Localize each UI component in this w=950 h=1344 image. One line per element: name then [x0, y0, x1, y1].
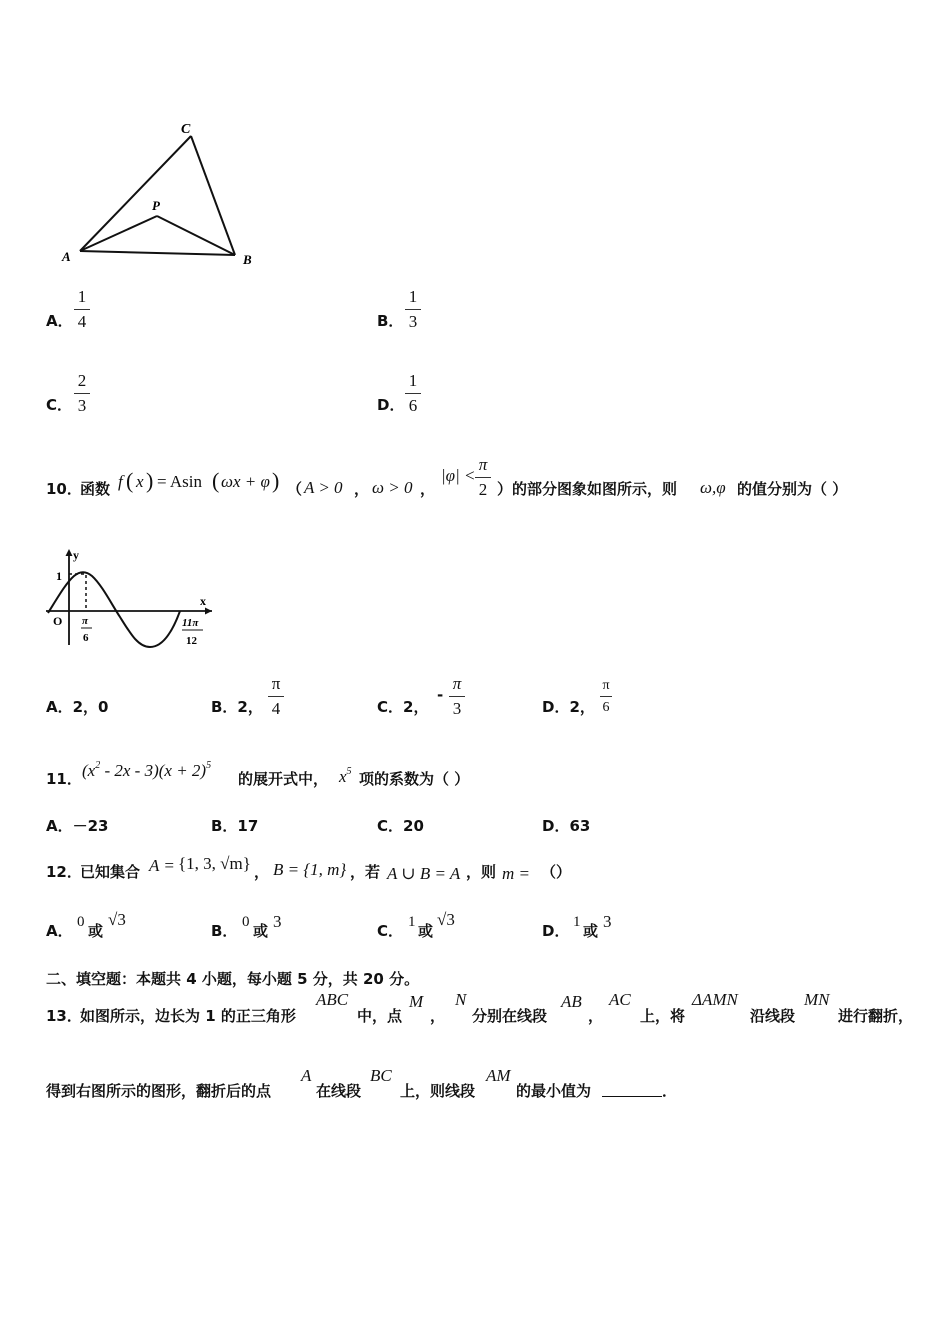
q12-option-a-label[interactable]: A．	[46, 922, 73, 940]
q9-option-d-fraction	[405, 371, 421, 416]
q9-option-a-label[interactable]: A．	[46, 312, 73, 330]
q12-mvar: m =	[502, 864, 530, 883]
q11-expr-a-sup: 2	[95, 760, 101, 771]
fraction-denominator: 4	[77, 312, 87, 331]
tick-pi6-num: π	[82, 615, 89, 627]
q10-paren-close: )	[146, 468, 154, 493]
q10-cond3-lhs: |φ| <	[441, 466, 476, 485]
q13-segment-ac: AC	[609, 990, 631, 1009]
q12-option-b-value-2: 3	[273, 912, 282, 931]
q13-text-11: 上，则线段	[400, 1082, 476, 1100]
fraction-denominator: 3	[408, 312, 418, 331]
q10-arg-close: )	[272, 468, 280, 493]
sine-graph	[40, 545, 220, 655]
q13-text-9: 得到右图所示的图形，翻折后的点	[46, 1082, 272, 1100]
q10-paren-open: (	[126, 468, 134, 493]
q12-setB: B = {1, m}	[273, 860, 347, 879]
tick-11pi12-num: 11π	[182, 617, 199, 629]
q11-option-a[interactable]: A．－23	[46, 817, 109, 835]
fraction-bar	[74, 393, 90, 394]
q12-number: 12．	[46, 863, 82, 881]
q11-text1: 的展开式中，	[238, 770, 329, 788]
q13-triangle-abc: ABC	[316, 990, 349, 1009]
q13-answer-blank[interactable]	[602, 1084, 662, 1097]
origin-label: O	[53, 614, 63, 628]
vertex-label-a: A	[62, 249, 71, 264]
fraction-numerator: 1	[408, 371, 418, 390]
q12-option-c-value-2: √3	[437, 910, 455, 929]
fraction-denominator: 3	[77, 396, 87, 415]
fraction-denominator: 4	[271, 699, 281, 718]
q12-setA-body: {1, 3, √m}	[178, 854, 251, 873]
q11-number: 11．	[46, 770, 82, 788]
q10-open-paren: （	[287, 480, 303, 498]
q10-comma-1: ，	[354, 480, 370, 498]
tick-11pi12-den: 12	[186, 635, 197, 647]
q10-func-f: f	[118, 472, 123, 491]
q10-cond1: A > 0	[304, 478, 343, 497]
q12-text2: ，若	[350, 863, 381, 881]
q10-func-x: x	[136, 472, 144, 491]
q12-option-c-value-1: 1	[408, 914, 416, 930]
q10-option-a[interactable]: A．2，0	[46, 698, 109, 716]
q13-text-7: 沿线段	[750, 1007, 796, 1025]
fraction-bar	[405, 393, 421, 394]
q13-triangle-amn: ΔAMN	[692, 990, 738, 1009]
q13-text-6: 上，将	[640, 1007, 686, 1025]
q10-func-rhs: = Asin	[157, 472, 203, 491]
q13-text-8: 进行翻折，	[838, 1007, 914, 1025]
q11-term-base: x	[339, 767, 347, 786]
q10-arg-open: (	[212, 468, 220, 493]
q10-option-d-fraction	[600, 677, 612, 716]
triangle-figure	[55, 118, 265, 273]
q11-option-c[interactable]: C．20	[377, 817, 424, 835]
q13-text-4: 分别在线段	[472, 1007, 548, 1025]
fraction-numerator: π	[452, 674, 462, 693]
fraction-denominator: 6	[408, 396, 418, 415]
q12-text1: 已知集合	[80, 863, 141, 881]
vertex-label-b: B	[243, 252, 252, 267]
q13-segment-ab: AB	[561, 992, 582, 1011]
q10-number: 10．	[46, 480, 82, 498]
q12-option-c-label[interactable]: C．	[377, 922, 404, 940]
q12-option-d-or: 或	[583, 922, 599, 940]
q13-segment-bc: BC	[370, 1066, 392, 1085]
q11-text2: 项的系数为（ ）	[359, 770, 470, 788]
q11-option-b[interactable]: B．17	[211, 817, 259, 835]
q11-expr-a: (x	[82, 761, 96, 780]
q10-prefix: 函数	[80, 480, 111, 498]
q10-mid-text: ）的部分图象如图所示，则	[497, 480, 678, 498]
fraction-numerator: 1	[77, 287, 87, 306]
tick-pi6-den: 6	[83, 632, 89, 644]
q13-text-1: 如图所示，边长为 1 的正三角形	[80, 1007, 296, 1025]
q13-text-3: ，	[430, 1007, 446, 1025]
q9-option-a-fraction	[74, 287, 90, 332]
q13-point-a: A	[301, 1066, 312, 1085]
q12-option-a-value-1: 0	[77, 914, 85, 930]
one-tick-label: 1	[56, 569, 62, 583]
q11-term	[339, 766, 352, 787]
q13-text-13: ．	[662, 1082, 678, 1100]
q10-option-d-label[interactable]: D．2，	[542, 698, 595, 716]
q9-option-b-fraction	[405, 287, 421, 332]
q12-option-a-or: 或	[88, 922, 104, 940]
q10-option-c-label[interactable]: C．2，	[377, 698, 429, 716]
q9-option-b-label[interactable]: B．	[377, 312, 404, 330]
q12-comma: ，	[254, 863, 270, 881]
fraction-numerator: π	[602, 678, 610, 693]
fraction-denominator: 2	[478, 480, 488, 499]
q12-text3: ，则	[466, 863, 497, 881]
fraction-bar	[600, 696, 612, 697]
vertex-label-p: P	[152, 198, 160, 213]
q10-func-arg: ωx + φ	[221, 472, 270, 491]
fraction-bar	[405, 309, 421, 310]
fraction-bar	[475, 477, 491, 478]
q10-comma-2: ，	[420, 480, 436, 498]
q12-option-d-label[interactable]: D．	[542, 922, 570, 940]
q9-option-d-label[interactable]: D．	[377, 396, 405, 414]
fraction-numerator: 1	[408, 287, 418, 306]
q13-segment-am: AM	[486, 1066, 511, 1085]
q11-expr-b-sup: 5	[206, 760, 212, 771]
fraction-numerator: π	[478, 455, 488, 474]
q12-text4: （）	[541, 863, 572, 881]
q12-option-d-value-2: 3	[603, 912, 612, 931]
q13-text-2: 中，点	[357, 1007, 403, 1025]
q12-option-a-value-2: √3	[108, 910, 126, 929]
q12-option-d-value-1: 1	[573, 914, 581, 930]
q10-cond2: ω > 0	[372, 478, 413, 497]
q10-option-c-sign: -	[437, 686, 444, 704]
q12-condition: A ∪ B = A	[387, 864, 461, 883]
q11-option-d[interactable]: D．63	[542, 817, 591, 835]
fraction-numerator: π	[271, 674, 281, 693]
q12-setA-prefix: A =	[149, 856, 175, 875]
q12-option-b-value-1: 0	[242, 914, 250, 930]
q10-option-b-fraction	[268, 674, 284, 719]
q10-option-c-fraction	[449, 674, 465, 719]
fraction-numerator: 2	[77, 371, 87, 390]
q13-text-5: ，	[588, 1007, 604, 1025]
q13-point-m: M	[409, 992, 424, 1011]
q11-expr-b: - 2x - 3)(x + 2)	[100, 761, 207, 780]
q13-text-10: 在线段	[316, 1082, 362, 1100]
fraction-bar	[449, 696, 465, 697]
q11-expression	[82, 760, 211, 781]
q12-option-b-or: 或	[253, 922, 269, 940]
q13-segment-mn: MN	[804, 990, 830, 1009]
section-2-title: 二、填空题：本题共 4 小题，每小题 5 分，共 20 分。	[46, 970, 420, 988]
q12-option-c-or: 或	[418, 922, 434, 940]
fraction-denominator: 3	[452, 699, 462, 718]
q13-text-12: 的最小值为	[516, 1082, 592, 1100]
fraction-bar	[74, 309, 90, 310]
q13-number: 13．	[46, 1007, 82, 1025]
q10-suffix: 的值分别为（ ）	[737, 480, 848, 498]
x-axis-label: x	[200, 594, 206, 608]
y-axis-label: y	[73, 548, 79, 562]
q10-vars: ω,φ	[700, 478, 726, 497]
vertex-label-c: C	[181, 122, 191, 137]
sine-curve	[48, 572, 180, 647]
q11-term-sup: 5	[346, 766, 352, 777]
q13-point-n: N	[455, 990, 467, 1009]
q10-option-b-label[interactable]: B．2，	[211, 698, 263, 716]
fraction-denominator: 6	[602, 700, 610, 715]
q9-option-c-fraction	[74, 371, 90, 416]
q12-option-b-label[interactable]: B．	[211, 922, 238, 940]
fraction-bar	[268, 696, 284, 697]
q9-option-c-label[interactable]: C．	[46, 396, 73, 414]
q10-cond3-fraction	[475, 455, 491, 500]
